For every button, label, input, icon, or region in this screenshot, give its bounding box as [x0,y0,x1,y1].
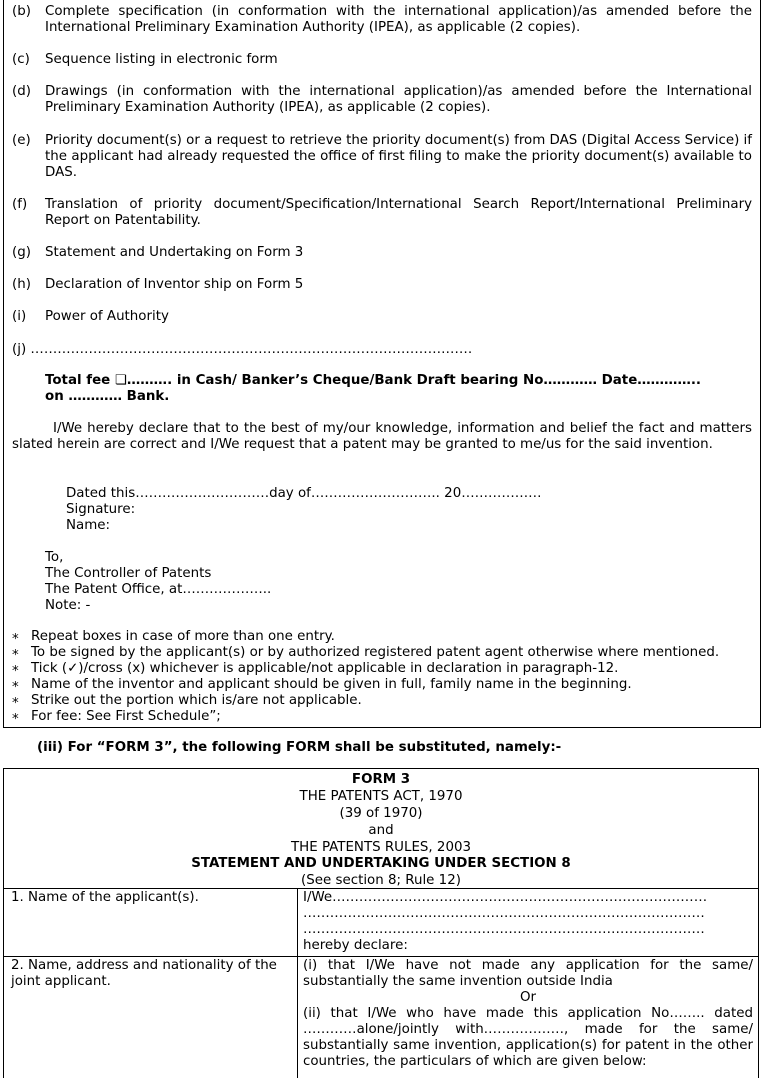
form3-table [3,768,759,1078]
item-label: (f) [12,197,28,212]
list-item [12,245,752,261]
footnote: * Name of the inventor and applicant should be given in full, family name in the beginning. [12,677,632,695]
item-text: Drawings (in conformation with the international application)/as amended before the International Preliminary Examination Authority (IPEA), as applicable (2 copies). [45,84,752,115]
footnote: * To be signed by the applicant(s) or by authorized registered patent agent otherwise where mentioned. [12,645,720,663]
form3-heading: STATEMENT AND UNDERTAKING UNDER SECTION 8 [191,856,571,871]
list-item [12,52,752,68]
footnote: * Repeat boxes in case of more than one entry. [12,629,335,647]
list-item [12,277,752,293]
application-page [3,0,761,728]
item-label: (g) [12,245,31,260]
form3-see: (See section 8; Rule 12) [301,873,461,888]
row1-line: ……………………………………………………………………………… [303,922,705,937]
form3-rules: THE PATENTS RULES, 2003 [290,840,471,855]
list-item [12,4,752,36]
row1-line: ……………………………………………………………………………… [303,906,705,921]
item-label: (i) [12,309,27,324]
row-divider [4,956,758,957]
declaration-text: I/We hereby declare that to the best of my/our knowledge, information and belief the fact and matters slated herein are correct and I/We request that a patent may be granted to me/us for the said invention. [12,421,752,452]
item-j: (j) ……………………………………………………………………………………… [12,342,473,357]
list-item [12,133,752,181]
item-text: Declaration of Inventor ship on Form 5 [45,277,304,292]
list-item [12,309,752,325]
list-item [12,84,752,116]
row1-line: hereby declare: [303,938,408,953]
item-label: (b) [12,4,31,19]
item-label: (d) [12,84,31,99]
item-text: Priority document(s) or a request to retrieve the priority document(s) from DAS (Digital Access Service) if the applicant had already requested the office of first filing to make the priority document(s) available to DAS. [45,133,752,180]
item-text: Complete specification (in conformation with the international application)/as amended before the International Preliminary Examination Authority (IPEA), as applicable (2 copies). [45,4,752,35]
form3-title: FORM 3 [351,772,411,787]
row1-line: I/We………………………………………………………………………… [303,890,708,905]
patent-office-label: The Patent Office, at……………….. [45,582,272,597]
total-fee-bank: on ………… Bank. [45,389,170,404]
name-label: Name: [66,518,111,533]
controller-label: The Controller of Patents [45,566,212,581]
footnote: * Strike out the portion which is/are not applicable. [12,693,362,711]
row2-or: Or [519,990,537,1005]
row2-option-ii: (ii) that I/We who have made this application No…….. dated …………alone/jointly with………………, made for the same/ substantially same invention, application(s) for patent in the other countries, the particulars of which are given below: [303,1006,753,1069]
substitution-heading: (iii) For “FORM 3”, the following FORM shall be substituted, namely:- [37,740,562,755]
list-item [12,197,752,229]
item-label: (h) [12,277,31,292]
signature-label: Signature: [66,502,136,517]
row1-label: 1. Name of the applicant(s). [11,890,199,905]
form3-and: and [368,823,394,838]
note-label: Note: - [45,598,91,613]
row-divider [4,888,758,889]
item-label: (e) [12,133,31,148]
item-text: Translation of priority document/Specification/International Search Report/International Preliminary Report on Patentability. [45,197,752,228]
total-fee-line: Total fee ❏………. in Cash/ Banker’s Cheque/Bank Draft bearing No………… Date………….. [45,373,702,388]
column-divider [297,888,298,1078]
row2-value [303,958,753,1070]
row2-label: 2. Name, address and nationality of the joint applicant. [11,958,277,989]
row1-value [303,890,753,954]
item-text: Power of Authority [45,309,169,324]
form3-act-no: (39 of 1970) [339,806,423,821]
footnote: * For fee: See First Schedule”; [12,709,221,727]
to-label: To, [45,550,64,565]
item-label: (c) [12,52,30,67]
item-text: Sequence listing in electronic form [45,52,278,67]
item-text: Statement and Undertaking on Form 3 [45,245,304,260]
row2-option-i: (i) that I/We have not made any application for the same/ substantially the same invention outside India [303,958,753,989]
dated-line: Dated this…………………………day of……………………….. 20……………… [66,486,542,501]
footnote: * Tick (✓)/cross (x) whichever is applicable/not applicable in declaration in paragraph-12. [12,661,619,679]
form3-act: THE PATENTS ACT, 1970 [299,789,463,804]
